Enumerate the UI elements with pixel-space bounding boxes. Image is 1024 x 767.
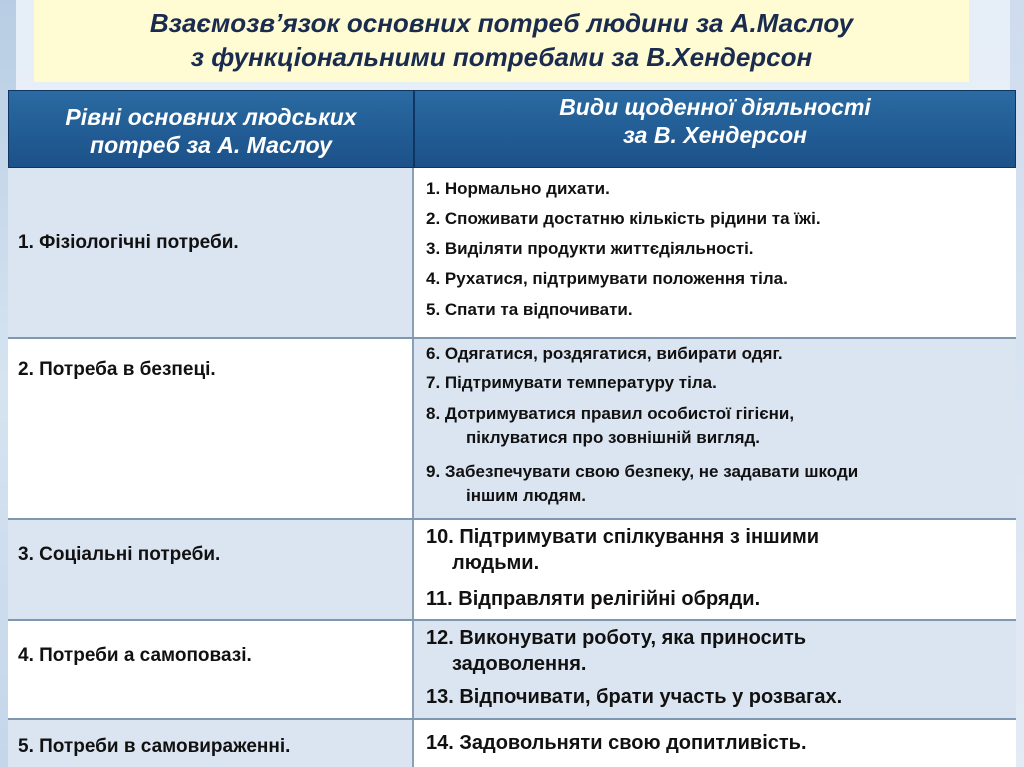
table-row-3-activities bbox=[414, 520, 1016, 620]
activity-item: 13. Відпочивати, брати участь у розвагах. bbox=[426, 686, 843, 708]
activity-item: 14. Задовольняти свою допитливість. bbox=[426, 732, 807, 754]
table-row-4-level bbox=[8, 621, 414, 719]
header-left-line-2: потреб за А. Маслоу bbox=[90, 132, 332, 158]
activity-item: 5. Спати та відпочивати. bbox=[426, 300, 633, 319]
level-cell: 5. Потреби в самовираженні. bbox=[18, 736, 291, 757]
activity-item: 10. Підтримувати спілкування з іншими bbox=[426, 526, 820, 548]
activity-item: 2. Споживати достатню кількість рідини та їжі. bbox=[426, 209, 821, 228]
title-line-1: Взаємозв’язок основних потреб людини за А.Маслоу bbox=[149, 8, 854, 38]
header-henderson-activities bbox=[414, 90, 1016, 168]
activity-item: 12. Виконувати роботу, яка приносить bbox=[426, 627, 807, 649]
table-row-5-level bbox=[8, 720, 414, 767]
activity-item-continuation: іншим людям. bbox=[466, 486, 587, 505]
activity-item-continuation: задоволення. bbox=[452, 653, 587, 675]
activity-item-continuation: піклуватися про зовнішній вигляд. bbox=[466, 428, 761, 447]
activity-item: 3. Виділяти продукти життєдіяльності. bbox=[426, 239, 754, 258]
table-row-2-activities bbox=[414, 339, 1016, 519]
activity-item: 6. Одягатися, роздягатися, вибирати одяг. bbox=[426, 344, 783, 363]
activity-item: 11. Відправляти релігійні обряди. bbox=[426, 588, 761, 610]
header-maslow-levels bbox=[8, 90, 414, 168]
activity-item: 4. Рухатися, підтримувати положення тіла. bbox=[426, 269, 788, 288]
level-cell: 1. Фізіологічні потреби. bbox=[18, 232, 239, 253]
level-cell: 3. Соціальні потреби. bbox=[18, 544, 221, 565]
table-row-1-level bbox=[8, 168, 414, 338]
table-row-4-activities bbox=[414, 621, 1016, 719]
activity-item-continuation: людьми. bbox=[452, 552, 540, 574]
title-line-2: з функціональними потребами за В.Хендерсон bbox=[190, 42, 813, 72]
table-row-3-level bbox=[8, 520, 414, 620]
activity-item: 7. Підтримувати температуру тіла. bbox=[426, 373, 717, 392]
table-row-1-activities bbox=[414, 168, 1016, 338]
header-right-line-1: Види щоденної діяльності bbox=[559, 94, 871, 120]
table-row-5-activities bbox=[414, 720, 1016, 767]
table-row-2-level bbox=[8, 339, 414, 519]
level-cell: 4. Потреби а самоповазі. bbox=[18, 645, 252, 666]
activity-item: 8. Дотримуватися правил особистої гігієни, bbox=[426, 404, 795, 423]
header-left-line-1: Рівні основних людських bbox=[65, 104, 357, 130]
activity-item: 1. Нормально дихати. bbox=[426, 179, 610, 198]
header-right-line-2: за В. Хендерсон bbox=[622, 122, 808, 148]
activity-item: 9. Забезпечувати свою безпеку, не задавати шкоди bbox=[426, 462, 859, 481]
level-cell: 2. Потреба в безпеці. bbox=[18, 359, 216, 380]
